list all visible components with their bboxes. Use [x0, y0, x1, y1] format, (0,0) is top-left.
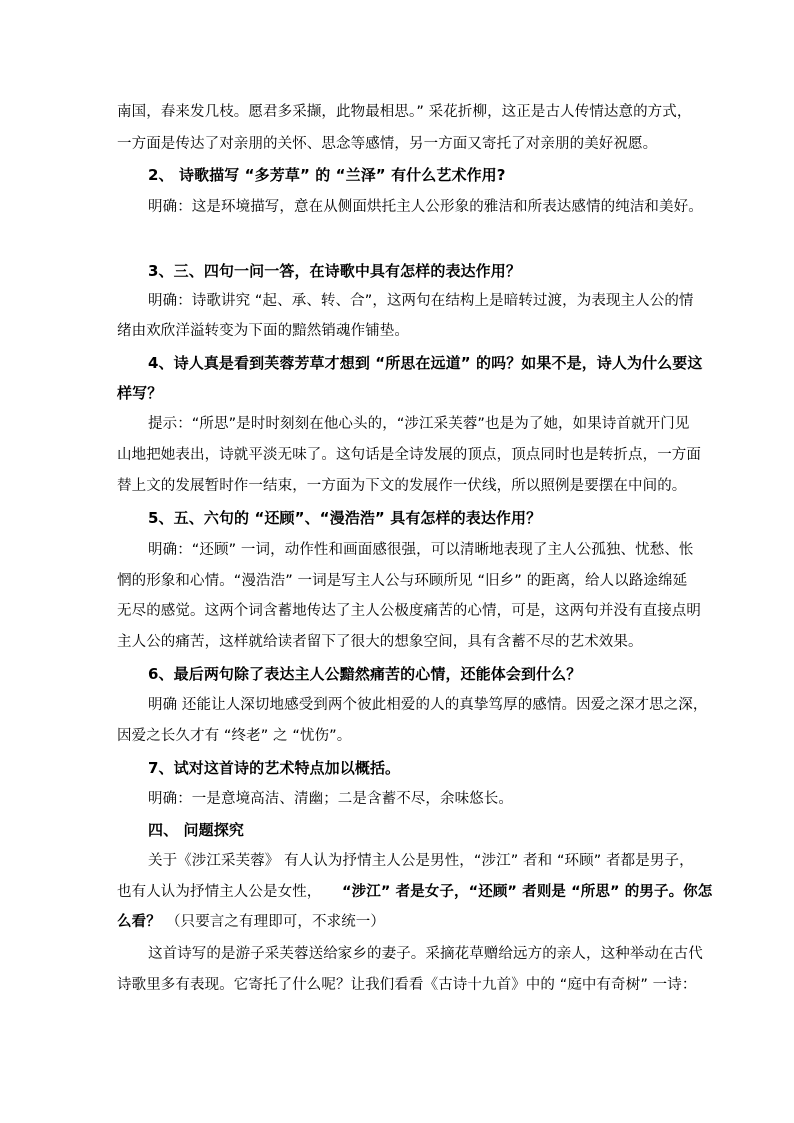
question-6: 6、最后两句除了表达主人公黯然痛苦的心情，还能体会到什么？ [148, 665, 582, 683]
answer-line [0, 566, 794, 596]
line-text: 主人公的痛苦，这样就给读者留下了很大的想象空间，具有含蓄不尽的艺术效果。 [117, 634, 643, 650]
question-heading [0, 348, 794, 378]
section-4-title: 四、 问题探究 [148, 821, 244, 839]
answer-line [0, 286, 794, 316]
line-text-bold: 么看？ [117, 914, 161, 930]
question-7: 7、试对这首诗的艺术特点加以概括。 [148, 759, 401, 777]
paragraph-line [0, 846, 794, 876]
line-text: 替上文的发展暂时作一结束，一方面为下文的发展作一伏线，所以照例是要摆在中间的。 [117, 478, 687, 494]
line-text: 惘的形象和心情。“漫浩浩” 一词是写主人公与环顾所见 “旧乡” 的距离，给人以路途绵延 [117, 573, 688, 589]
line-text: 因爱之长久才有 “终老” 之 “忧伤”。 [117, 728, 352, 744]
line-text: 关于《涉江采芙蓉》 有人认为抒情主人公是男性，“涉江” 者和 “环顾” 者都是男子， [148, 853, 694, 869]
question-4: 4、诗人真是看到芙蓉芳草才想到 “所思在远道” 的吗？如果不是，诗人为什么要这 [148, 354, 703, 372]
line-text: 明确：“还顾” 一词，动作性和画面感很强，可以清晰地表现了主人公孤独、忧愁、怅 [148, 542, 694, 558]
paragraph-line [0, 939, 794, 969]
section-heading [0, 815, 794, 845]
question-heading [0, 160, 794, 190]
paragraph-line [0, 877, 794, 907]
hint-line [0, 440, 794, 470]
paragraph-line [0, 970, 794, 1000]
answer-line [0, 627, 794, 657]
question-3: 3、三、四句一问一答，在诗歌中具有怎样的表达作用？ [148, 262, 521, 280]
line-text: 山地把她表出，诗就平淡无味了。这句话是全诗发展的顶点，顶点同时也是转折点，一方面 [117, 447, 701, 463]
line-text: 诗歌里多有表现。它寄托了什么呢？让我们看看《古诗十九首》中的 “庭中有奇树” 一诗： [117, 977, 697, 993]
question-2: 2、 诗歌描写 “多芳草” 的 “兰泽” 有什么艺术作用? [148, 166, 506, 184]
line-text: 一方面是传达了对亲朋的关怀、思念等感情，另一方面又寄托了对亲朋的美好祝愿。 [117, 136, 658, 152]
answer-line [0, 316, 794, 346]
hint-line [0, 409, 794, 439]
line-text: 明确：这是环境描写，意在从侧面烘托主人公形象的雅洁和所表达感情的纯洁和美好。 [148, 199, 703, 215]
question-heading [0, 753, 794, 783]
answer-line [0, 192, 794, 222]
answer-line [0, 535, 794, 565]
question-5: 5、五、六句的 “还顾”、“漫浩浩” 具有怎样的表达作用？ [148, 509, 542, 527]
line-text: （只要言之有理即可，不求统一） [166, 914, 385, 930]
question-heading [0, 256, 794, 286]
hint-line [0, 471, 794, 501]
line-text: 明确：一是意境高洁、清幽；二是含蓄不尽，余味悠长。 [148, 791, 513, 807]
question-4-cont: 样写？ [117, 384, 163, 402]
answer-line [0, 721, 794, 751]
line-text: 这首诗写的是游子采芙蓉送给家乡的妻子。采摘花草赠给远方的亲人，这种举动在古代 [148, 946, 703, 962]
answer-line [0, 784, 794, 814]
line-text: 提示：“所思”是时时刻刻在他心头的，“涉江采芙蓉”也是为了她，如果诗首就开门见 [148, 416, 690, 432]
paragraph-line [0, 907, 794, 937]
line-text: 绪由欢欣洋溢转变为下面的黯然销魂作铺垫。 [117, 323, 409, 339]
line-text: 南国，春来发几枝。愿君多采撷，此物最相思。” 采花折柳，这正是古人传情达意的方式， [117, 104, 692, 120]
paragraph-line [0, 129, 794, 159]
line-text: 明确：诗歌讲究 “起、承、转、合”，这两句在结构上是暗转过渡，为表现主人公的情 [148, 293, 694, 309]
line-text: 明确 还能让人深切地感受到两个彼此相爱的人的真挚笃厚的感情。因爱之深才思之深， [148, 697, 708, 713]
paragraph-line [0, 97, 794, 127]
question-heading [0, 659, 794, 689]
line-text: 无尽的感觉。这两个词含蓄地传达了主人公极度痛苦的心情，可是，这两句并没有直接点明 [117, 603, 701, 619]
line-text-bold: “涉江” 者是女子，“还顾” 者则是 “所思” 的男子。你怎 [342, 884, 713, 900]
answer-line [0, 690, 794, 720]
question-heading [0, 503, 794, 533]
answer-line [0, 596, 794, 626]
question-heading [0, 378, 794, 408]
line-text: 也有人认为抒情主人公是女性， [117, 884, 322, 900]
